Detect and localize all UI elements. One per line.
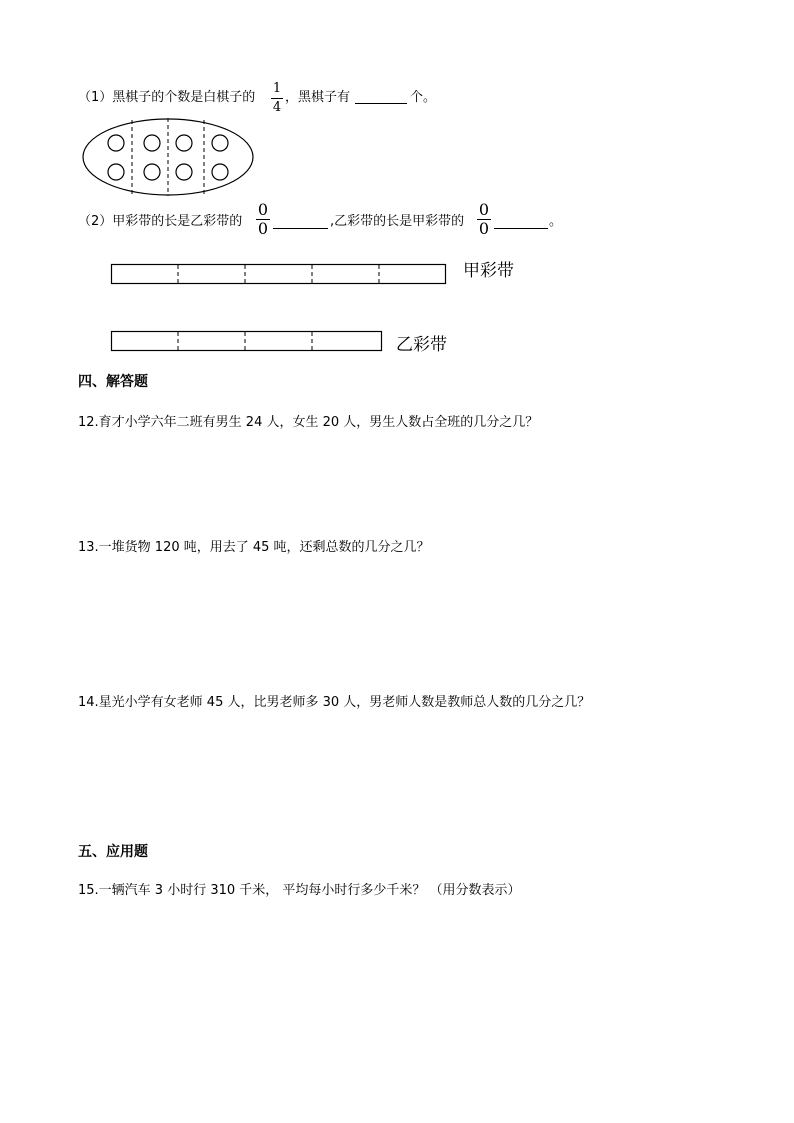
chess-piece-white <box>176 164 192 180</box>
chess-piece-white <box>144 135 160 151</box>
ribbon-b-label: 乙彩带 <box>396 335 447 355</box>
q2-mid: ,乙彩带的长是甲彩带的 <box>330 214 465 229</box>
question-13: 13.一堆货物 120 吨，用去了 45 吨，还剩总数的几分之几？ <box>78 540 430 555</box>
question-15: 15.一辆汽车 3 小时行 310 千米， 平均每小时行多少千米？ （用分数表示） <box>78 883 521 898</box>
ribbon-b-bar <box>112 332 382 351</box>
q2-answer-blank-2[interactable] <box>494 228 548 229</box>
q1-fraction <box>271 81 283 116</box>
ribbon-b-diagram <box>110 329 386 355</box>
q1-mid: ，黑棋子有 <box>285 90 351 105</box>
q2-prefix: （2）甲彩带的长是乙彩带的 <box>78 214 243 229</box>
q1-answer-blank[interactable] <box>355 103 407 104</box>
q1-fraction-numerator: 1 <box>272 81 282 96</box>
q2-fraction-2-numerator: 0 <box>478 200 490 219</box>
q1-prefix: （1）黑棋子的个数是白棋子的 <box>78 90 256 105</box>
section-4-title: 四、解答题 <box>78 374 148 390</box>
chess-piece-white <box>212 135 228 151</box>
q1-fraction-bar <box>271 98 283 99</box>
ribbon-a-diagram <box>110 262 450 288</box>
ribbon-a-bar <box>112 265 446 284</box>
q2-fraction-2-denominator: 0 <box>478 219 490 238</box>
chess-piece-white <box>212 164 228 180</box>
chess-piece-white <box>144 164 160 180</box>
q2-suffix: 。 <box>549 214 563 229</box>
section-5-title: 五、应用题 <box>78 844 148 860</box>
q2-fraction-2 <box>477 202 491 237</box>
chess-piece-white <box>108 164 124 180</box>
q2-fraction-1 <box>256 202 270 237</box>
q1-fraction-denominator: 4 <box>272 100 282 115</box>
q1-suffix: 个。 <box>410 90 437 105</box>
ribbon-a-label: 甲彩带 <box>463 261 514 281</box>
question-14: 14.星光小学有女老师 45 人，比男老师多 30 人，男老师人数是教师总人数的几分之几？ <box>78 695 591 710</box>
chess-piece-white <box>176 135 192 151</box>
q2-answer-blank-1[interactable] <box>273 228 328 229</box>
q2-fraction-1-numerator: 0 <box>257 200 269 219</box>
q2-fraction-1-denominator: 0 <box>257 219 269 238</box>
chess-piece-white <box>108 135 124 151</box>
chess-pieces-diagram <box>80 117 260 197</box>
question-12: 12.育才小学六年二班有男生 24 人，女生 20 人，男生人数占全班的几分之几？ <box>78 415 539 430</box>
